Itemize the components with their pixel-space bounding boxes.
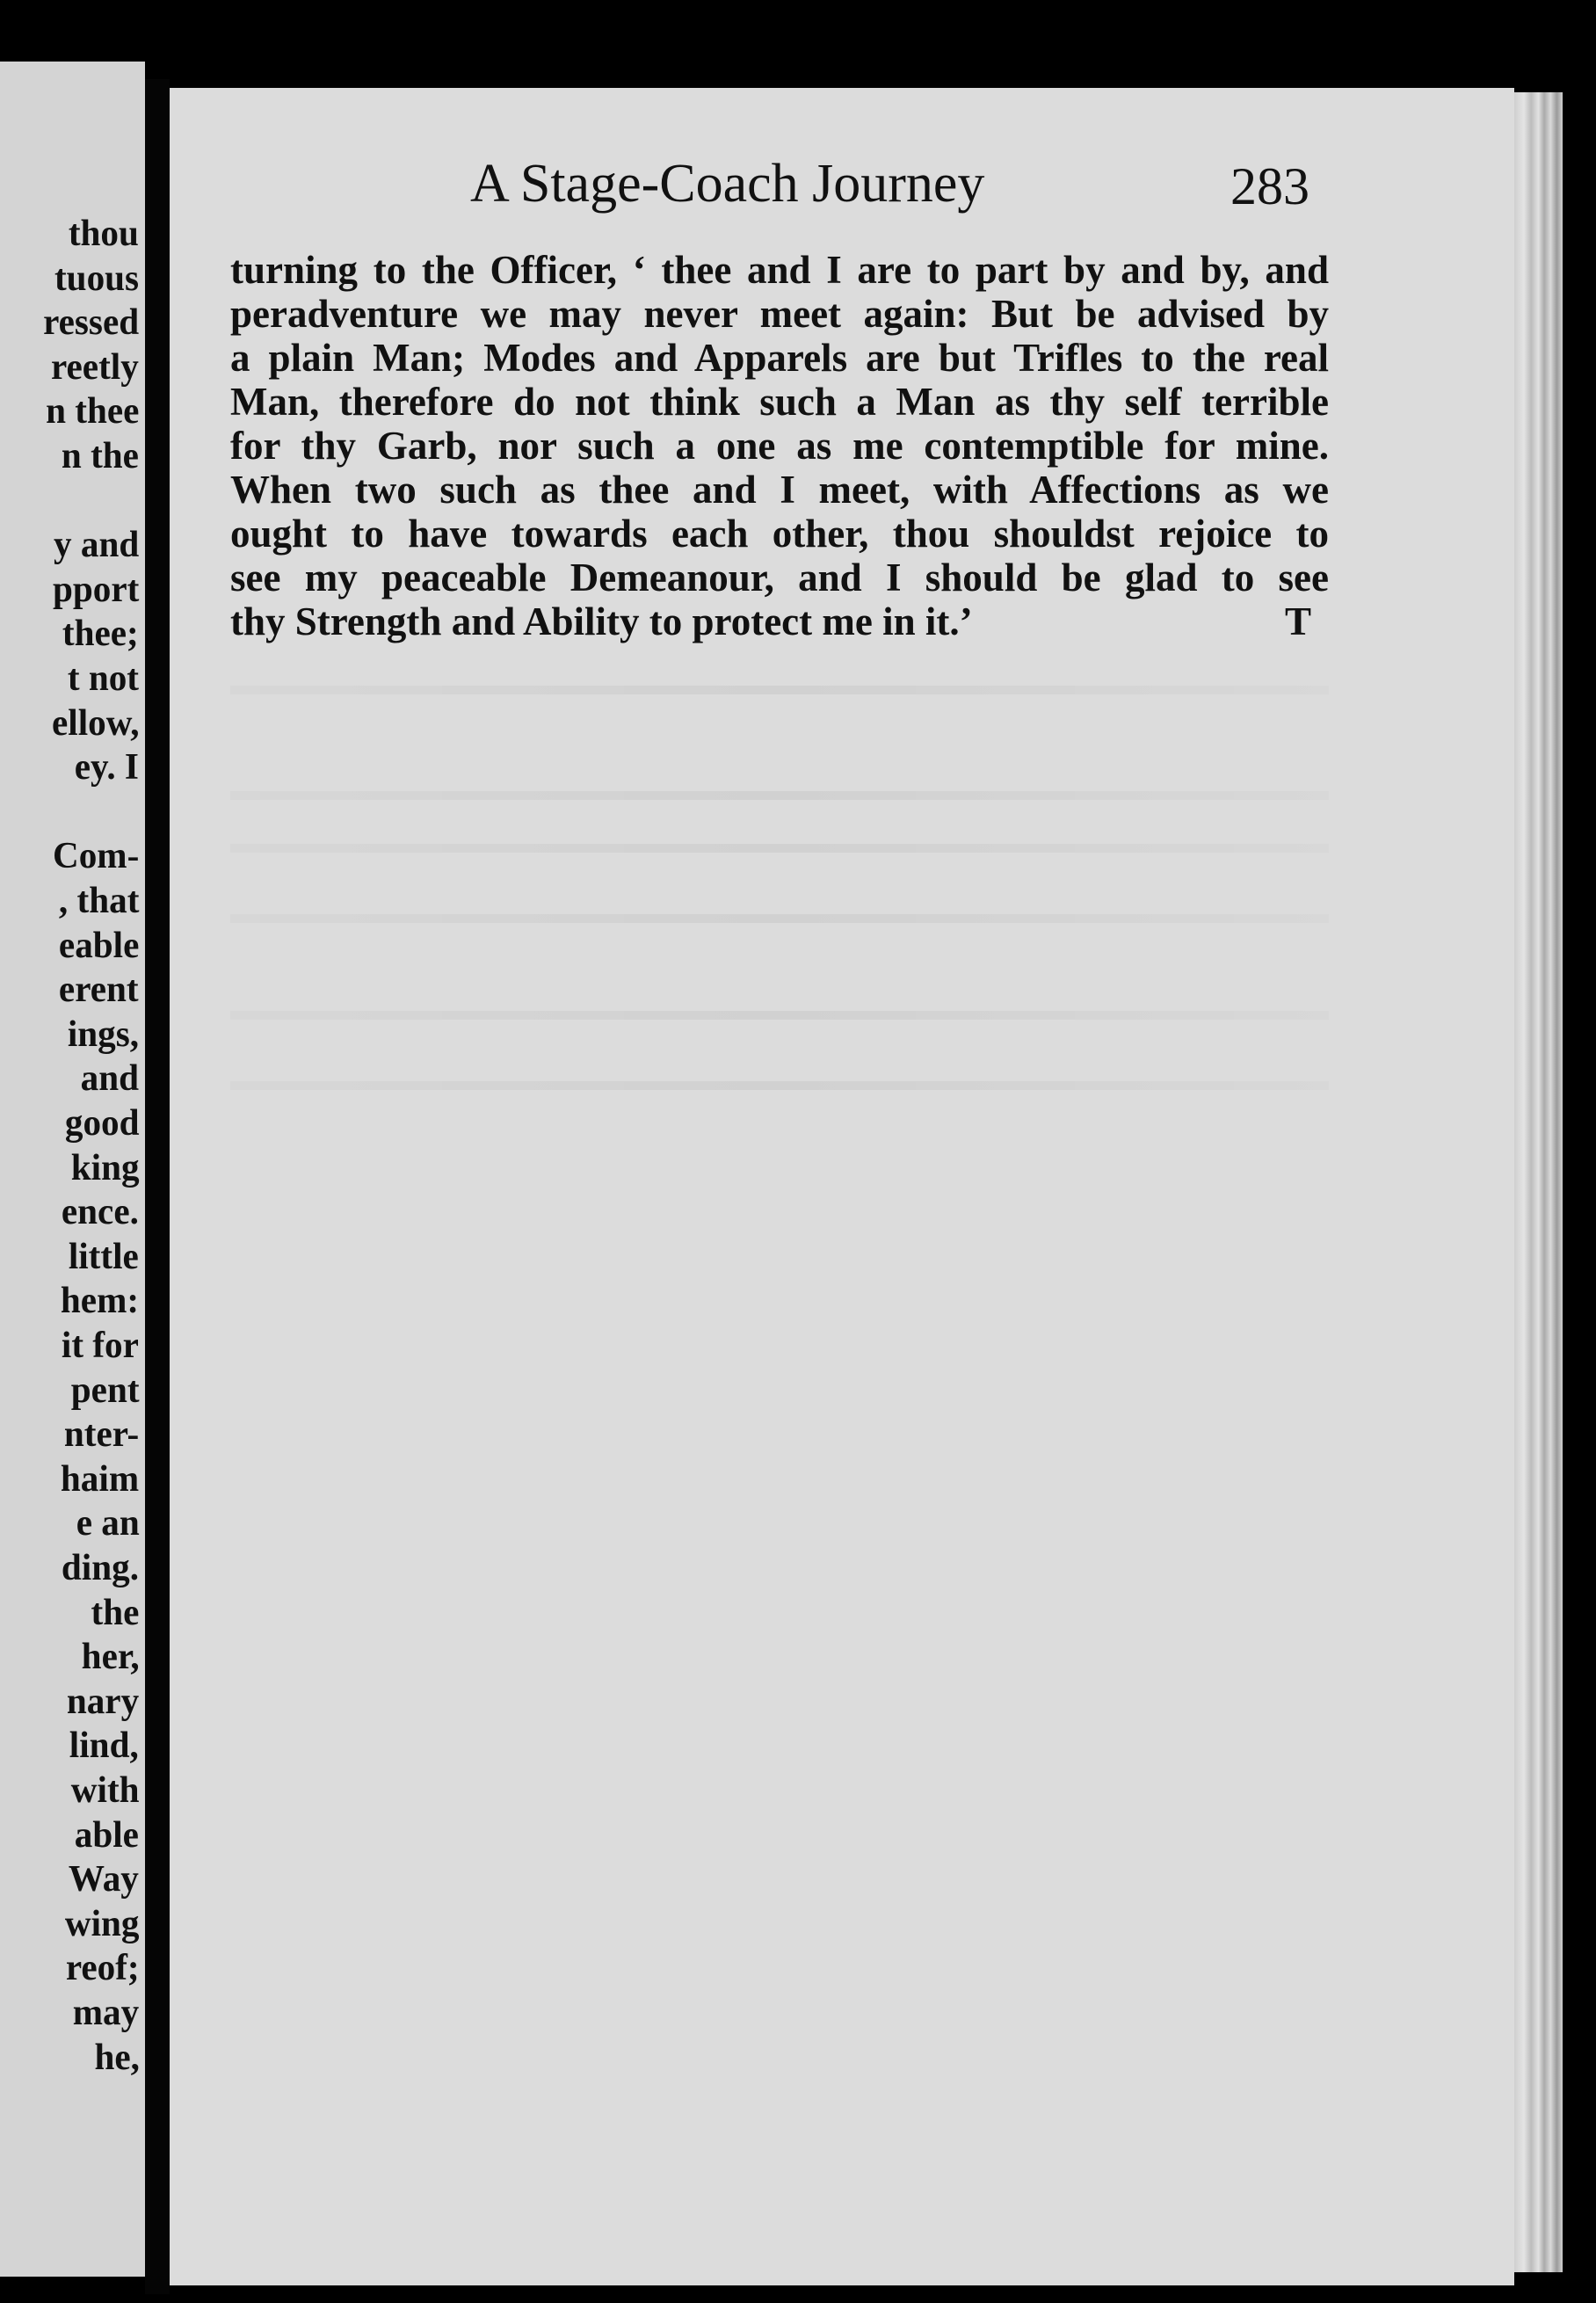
facing-page-fragment: Way: [69, 1859, 140, 1900]
show-through: [230, 1081, 1329, 1090]
text-line: When two such as thee and I meet, with Affections as we: [230, 468, 1329, 512]
text-line: ought to have towards each other, thou shouldst rejoice to: [230, 512, 1329, 556]
show-through: [230, 914, 1329, 923]
facing-page-fragment: may: [72, 1993, 140, 2033]
show-through: [230, 686, 1329, 694]
facing-page-fragment: it for: [62, 1326, 140, 1366]
facing-page-fragment: ding.: [62, 1548, 140, 1588]
facing-page-fragment: ressed: [42, 302, 139, 344]
facing-page-fragment: erent: [59, 970, 140, 1011]
facing-page-fragment: ellow,: [51, 702, 139, 744]
page-edge: [1514, 92, 1563, 2272]
facing-page-fragment: n thee: [45, 391, 139, 432]
facing-page-fragment: , that: [58, 881, 140, 921]
facing-page-fragment: lind,: [69, 1725, 140, 1767]
facing-page-fragment: nary: [66, 1681, 140, 1722]
facing-page-fragment: and: [80, 1058, 140, 1100]
facing-page-fragment: reetly: [51, 346, 139, 388]
text-line: Man, therefore do not think such a Man as thy self terrible: [230, 380, 1329, 424]
show-through: [230, 844, 1329, 853]
text-line: turning to the Officer, ‘ thee and I are to part by and by, and: [230, 248, 1329, 292]
facing-page-fragment: y and: [53, 525, 140, 566]
facing-page-fragment: thee;: [62, 614, 140, 655]
facing-page-fragment: haim: [60, 1458, 140, 1500]
body-text: [230, 248, 1329, 643]
show-through: [230, 791, 1329, 800]
facing-page-fragment: tuous: [54, 258, 140, 299]
facing-page-fragment: her,: [81, 1637, 140, 1678]
facing-page-fragment: pport: [52, 569, 139, 610]
facing-page: [0, 62, 145, 2277]
running-header-title: A Stage-Coach Journey: [470, 154, 985, 214]
facing-page-fragment: t not: [67, 658, 140, 699]
facing-page-fragment: ence.: [62, 1192, 140, 1233]
show-through: [230, 1011, 1329, 1020]
facing-page-fragment: hem:: [60, 1281, 140, 1322]
facing-page-fragment: with: [70, 1770, 140, 1811]
facing-page-fragment: nter-: [63, 1414, 140, 1456]
facing-page-fragment: pent: [70, 1369, 140, 1411]
text-line: [230, 599, 1329, 643]
facing-page-fragment: Com-: [52, 836, 139, 877]
facing-page-fragment: king: [70, 1147, 140, 1188]
text-line-content: thy Strength and Ability to protect me in it.’: [230, 599, 973, 643]
catchword: T: [1284, 599, 1311, 643]
facing-page-fragment: thou: [69, 214, 140, 254]
text-line: see my peaceable Demeanour, and I should be glad to see: [230, 556, 1329, 599]
book-gutter: [145, 79, 170, 2294]
facing-page-fragment: ings,: [67, 1013, 140, 1055]
facing-page-fragment: good: [64, 1103, 140, 1144]
facing-page-fragment: eable: [58, 925, 140, 966]
facing-page-fragment: little: [69, 1236, 140, 1277]
facing-page-fragment: ey. I: [75, 747, 140, 788]
text-line: a plain Man; Modes and Apparels are but Trifles to the real: [230, 336, 1329, 380]
page-number: 283: [1230, 157, 1309, 215]
facing-page-fragment: reof;: [65, 1948, 140, 1989]
text-line: peradventure we may never meet again: But be advised by: [230, 292, 1329, 336]
facing-page-fragment: n the: [62, 436, 140, 476]
text-line: for thy Garb, nor such a one as me contemptible for mine.: [230, 424, 1329, 468]
facing-page-fragment: able: [75, 1814, 140, 1856]
facing-page-fragment: wing: [64, 1903, 140, 1944]
facing-page-fragment: the: [91, 1592, 140, 1633]
facing-page-fragment: he,: [94, 2037, 140, 2078]
facing-page-fragment: e an: [76, 1503, 140, 1544]
